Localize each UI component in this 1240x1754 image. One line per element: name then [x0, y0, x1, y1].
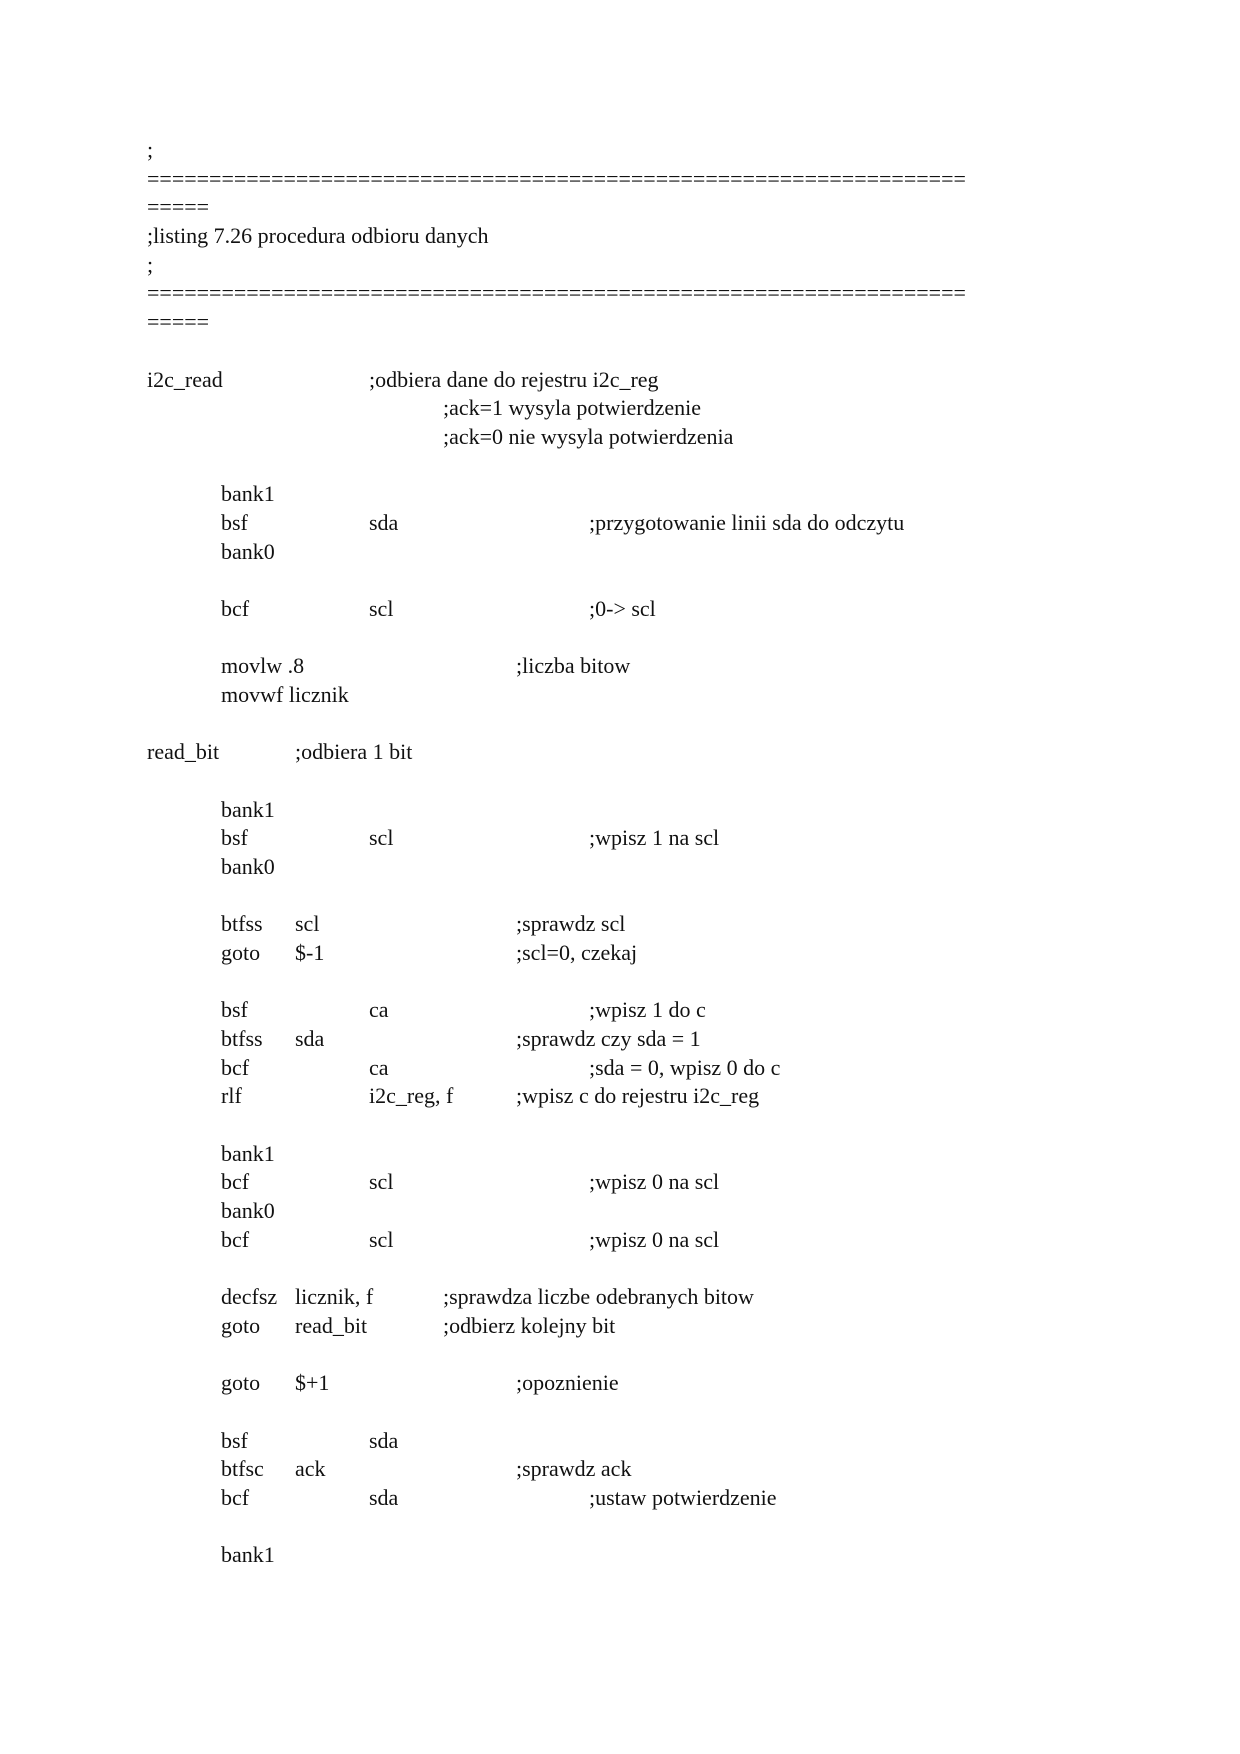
code-token: ;wpisz 0 na scl — [589, 1227, 720, 1252]
code-token: ;sprawdz ack — [516, 1456, 632, 1481]
code-token: bank1 — [221, 797, 275, 822]
code-token: ;odbiera dane do rejestru i2c_reg — [369, 367, 659, 392]
code-token: scl — [369, 1169, 394, 1194]
code-token: ;wpisz 1 na scl — [589, 825, 720, 850]
code-token: ================================================================== — [147, 280, 966, 305]
code-token: ca — [369, 1055, 389, 1080]
code-token: ;listing 7.26 procedura odbioru danych — [147, 223, 489, 248]
code-token: ;ack=1 wysyla potwierdzenie — [443, 395, 701, 420]
code-line — [0, 1196, 1240, 1225]
code-line — [0, 164, 1240, 193]
code-token: sda — [369, 1428, 399, 1453]
code-token: $+1 — [295, 1370, 330, 1395]
code-line — [0, 135, 1240, 164]
code-token: scl — [369, 825, 394, 850]
code-token: btfss — [221, 1026, 263, 1051]
code-line — [0, 537, 1240, 566]
code-line — [0, 422, 1240, 451]
code-line — [0, 1540, 1240, 1569]
code-token: movlw .8 — [221, 653, 305, 678]
code-line — [0, 1426, 1240, 1455]
code-line — [0, 594, 1240, 623]
code-token: scl — [295, 911, 320, 936]
code-token: bcf — [221, 1169, 250, 1194]
code-token: bank0 — [221, 854, 275, 879]
code-token: sda — [369, 1485, 399, 1510]
code-line — [0, 479, 1240, 508]
code-line — [0, 1167, 1240, 1196]
code-token: ;wpisz 0 na scl — [589, 1169, 720, 1194]
code-token: bcf — [221, 1055, 250, 1080]
code-line — [0, 307, 1240, 336]
code-token: ;scl=0, czekaj — [516, 940, 638, 965]
code-token: btfsc — [221, 1456, 264, 1481]
code-line — [0, 278, 1240, 307]
code-token: licznik, f — [295, 1284, 374, 1309]
code-line — [0, 1454, 1240, 1483]
code-token: ;odbiera 1 bit — [295, 739, 413, 764]
code-token: sda — [369, 510, 399, 535]
code-line — [0, 393, 1240, 422]
code-token: bsf — [221, 825, 248, 850]
code-line — [0, 795, 1240, 824]
code-token: ; — [147, 137, 154, 162]
code-line — [0, 680, 1240, 709]
code-token: ;sprawdz czy sda = 1 — [516, 1026, 701, 1051]
code-line — [0, 1368, 1240, 1397]
code-token: sda — [295, 1026, 325, 1051]
code-line — [0, 823, 1240, 852]
code-token: ack — [295, 1456, 326, 1481]
code-token: i2c_read — [147, 367, 223, 392]
code-line — [0, 1139, 1240, 1168]
code-token: ===== — [147, 194, 210, 219]
code-token: ================================================================== — [147, 166, 966, 191]
code-token: ;sprawdz scl — [516, 911, 626, 936]
code-token: bank0 — [221, 539, 275, 564]
code-line — [0, 995, 1240, 1024]
code-token: ===== — [147, 309, 210, 334]
code-line — [0, 1053, 1240, 1082]
code-line — [0, 1081, 1240, 1110]
code-token: ;ack=0 nie wysyla potwierdzenia — [443, 424, 734, 449]
code-line — [0, 651, 1240, 680]
code-line — [0, 1024, 1240, 1053]
code-token: decfsz — [221, 1284, 278, 1309]
code-token: scl — [369, 596, 394, 621]
code-token: rlf — [221, 1083, 242, 1108]
code-token: ;sprawdza liczbe odebranych bitow — [443, 1284, 754, 1309]
code-token: bcf — [221, 1485, 250, 1510]
code-token: $-1 — [295, 940, 325, 965]
code-token: bsf — [221, 1428, 248, 1453]
code-token: bank1 — [221, 1141, 275, 1166]
code-token: ; — [147, 252, 154, 277]
code-token: i2c_reg, f — [369, 1083, 454, 1108]
code-token: bank1 — [221, 1542, 275, 1567]
code-token: ;0-> scl — [589, 596, 656, 621]
code-line — [0, 1282, 1240, 1311]
code-token: bank1 — [221, 481, 275, 506]
code-token: scl — [369, 1227, 394, 1252]
code-line — [0, 737, 1240, 766]
code-token: ;przygotowanie linii sda do odczytu — [589, 510, 905, 535]
code-line — [0, 221, 1240, 250]
code-token: ;odbierz kolejny bit — [443, 1313, 616, 1338]
code-token: bank0 — [221, 1198, 275, 1223]
code-token: bsf — [221, 510, 248, 535]
code-line — [0, 1225, 1240, 1254]
code-line — [0, 1483, 1240, 1512]
code-token: read_bit — [295, 1313, 368, 1338]
code-token: read_bit — [147, 739, 220, 764]
code-line — [0, 938, 1240, 967]
code-line — [0, 192, 1240, 221]
code-token: ;wpisz c do rejestru i2c_reg — [516, 1083, 760, 1108]
code-token: goto — [221, 1313, 261, 1338]
code-token: ;opoznienie — [516, 1370, 619, 1395]
code-token: bcf — [221, 1227, 250, 1252]
code-line — [0, 250, 1240, 279]
code-line — [0, 508, 1240, 537]
code-line — [0, 365, 1240, 394]
code-token: ;ustaw potwierdzenie — [589, 1485, 777, 1510]
code-token: ;sda = 0, wpisz 0 do c — [589, 1055, 781, 1080]
code-token: goto — [221, 1370, 261, 1395]
code-token: ;liczba bitow — [516, 653, 631, 678]
code-line — [0, 1311, 1240, 1340]
code-token: ;wpisz 1 do c — [589, 997, 706, 1022]
code-token: bsf — [221, 997, 248, 1022]
code-token: movwf licznik — [221, 682, 349, 707]
code-token: ca — [369, 997, 389, 1022]
code-token: goto — [221, 940, 261, 965]
code-line — [0, 852, 1240, 881]
code-line — [0, 909, 1240, 938]
code-token: bcf — [221, 596, 250, 621]
code-token: btfss — [221, 911, 263, 936]
